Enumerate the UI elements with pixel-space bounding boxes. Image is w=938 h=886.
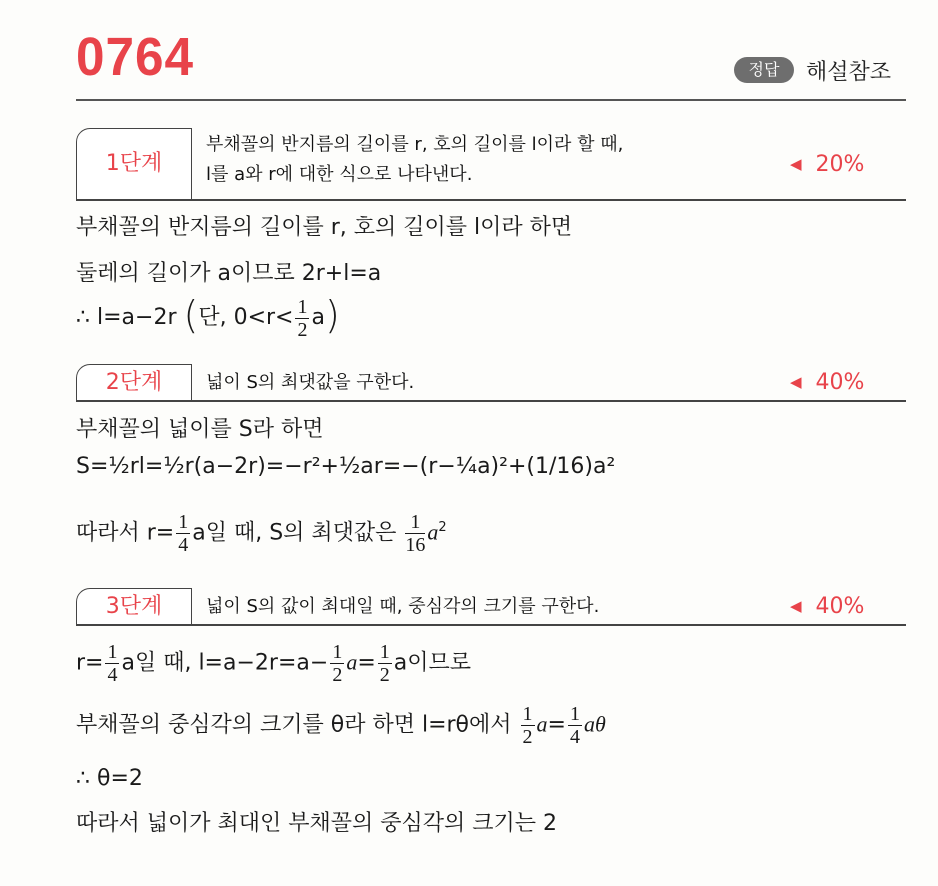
paren-close: ) [324,293,340,337]
step1-desc-line1: 부채꼴의 반지름의 길이를 r, 호의 길이를 l이라 할 때, [206,134,624,155]
step2-line1: 부채꼴의 넓이를 S라 하면 [76,417,324,442]
step1-percent [790,152,864,177]
step3-percent [790,594,864,619]
problem-number: 0764 [76,27,194,87]
step1-percent-value: 20% [815,152,865,177]
step3-line1-pre: r= [76,650,104,676]
step2-tab: 2단계 [76,364,192,401]
step1-marker-icon: ◀ [790,155,802,173]
step3-line1-post: a이므로 [393,650,471,676]
fraction-quarter: $\frac{1}{4}$ [178,511,189,556]
step3-description: 넓이 S의 값이 최대일 때, 중심각의 크기를 구한다. [206,596,600,617]
step1-condition-end: a [311,305,325,330]
step2-line3-mid: a일 때, S의 최댓값은 [192,520,397,546]
step2-divider [76,400,906,402]
step1-line3 [76,293,340,341]
step1-tab: 1단계 [76,128,192,200]
step3-line4: 따라서 넓이가 최대인 부채꼴의 중심각의 크기는 2 [76,811,557,836]
answer-badge: 정답 [734,57,794,83]
step3-marker-icon: ◀ [790,597,802,615]
answer-text: 해설참조 [806,60,892,85]
step3-tab: 3단계 [76,588,192,625]
step3-line1-mid: a일 때, l=a−2r=a− [121,650,329,676]
step3-line2-pre: 부채꼴의 중심각의 크기를 θ라 하면 l=rθ에서 [76,712,512,738]
fraction-half: $\frac{1}{2}$ [297,295,308,341]
fraction-half: $\frac{1}{2}$ [379,641,390,686]
step2-line3: 따라서 r= $\frac{1}{4}$ a일 때, S의 최댓값은 $\frac{1}{16}$ $a^2$ [76,511,447,556]
step2-equation: S=½rl=½r(a−2r)=−r²+½ar=−(r−¼a)²+(1/16)a² [76,454,616,479]
step2-description: 넓이 S의 최댓값을 구한다. [206,372,415,393]
step3-line2: 부채꼴의 중심각의 크기를 θ라 하면 l=rθ에서 $\frac{1}{2}$ a= $\frac{1}{4}$ aθ [76,703,606,748]
step3-line1: r= $\frac{1}{4}$ a일 때, l=a−2r=a− $\frac{1}{2}$ a= $\frac{1}{2}$ a이므로 [76,641,471,686]
fraction-sixteenth: $\frac{1}{16}$ [405,511,426,556]
step1-condition: 단, 0<r< [198,305,294,330]
step3-divider [76,624,906,626]
step1-line1: 부채꼴의 반지름의 길이를 r, 호의 길이를 l이라 하면 [76,215,573,240]
step2-percent [790,370,864,395]
step3-percent-value: 40% [815,594,865,619]
step1-description [206,130,623,190]
step1-desc-line2: l를 a와 r에 대한 식으로 나타낸다. [206,164,473,185]
step3-line3: ∴ θ=2 [76,766,143,791]
step1-conclusion: ∴ l=a−2r [76,305,177,330]
header-divider [76,99,906,101]
step2-marker-icon: ◀ [790,373,802,391]
fraction-quarter: $\frac{1}{4}$ [569,703,580,748]
step1-divider [76,199,906,201]
step1-line2: 둘레의 길이가 a이므로 2r+l=a [76,261,382,286]
fraction-half: $\frac{1}{2}$ [332,641,343,686]
paren-open: ( [183,293,199,337]
fraction-quarter: $\frac{1}{4}$ [107,641,118,686]
step2-percent-value: 40% [815,370,865,395]
step2-line3-pre: 따라서 r= [76,520,175,546]
fraction-half: $\frac{1}{2}$ [522,703,533,748]
